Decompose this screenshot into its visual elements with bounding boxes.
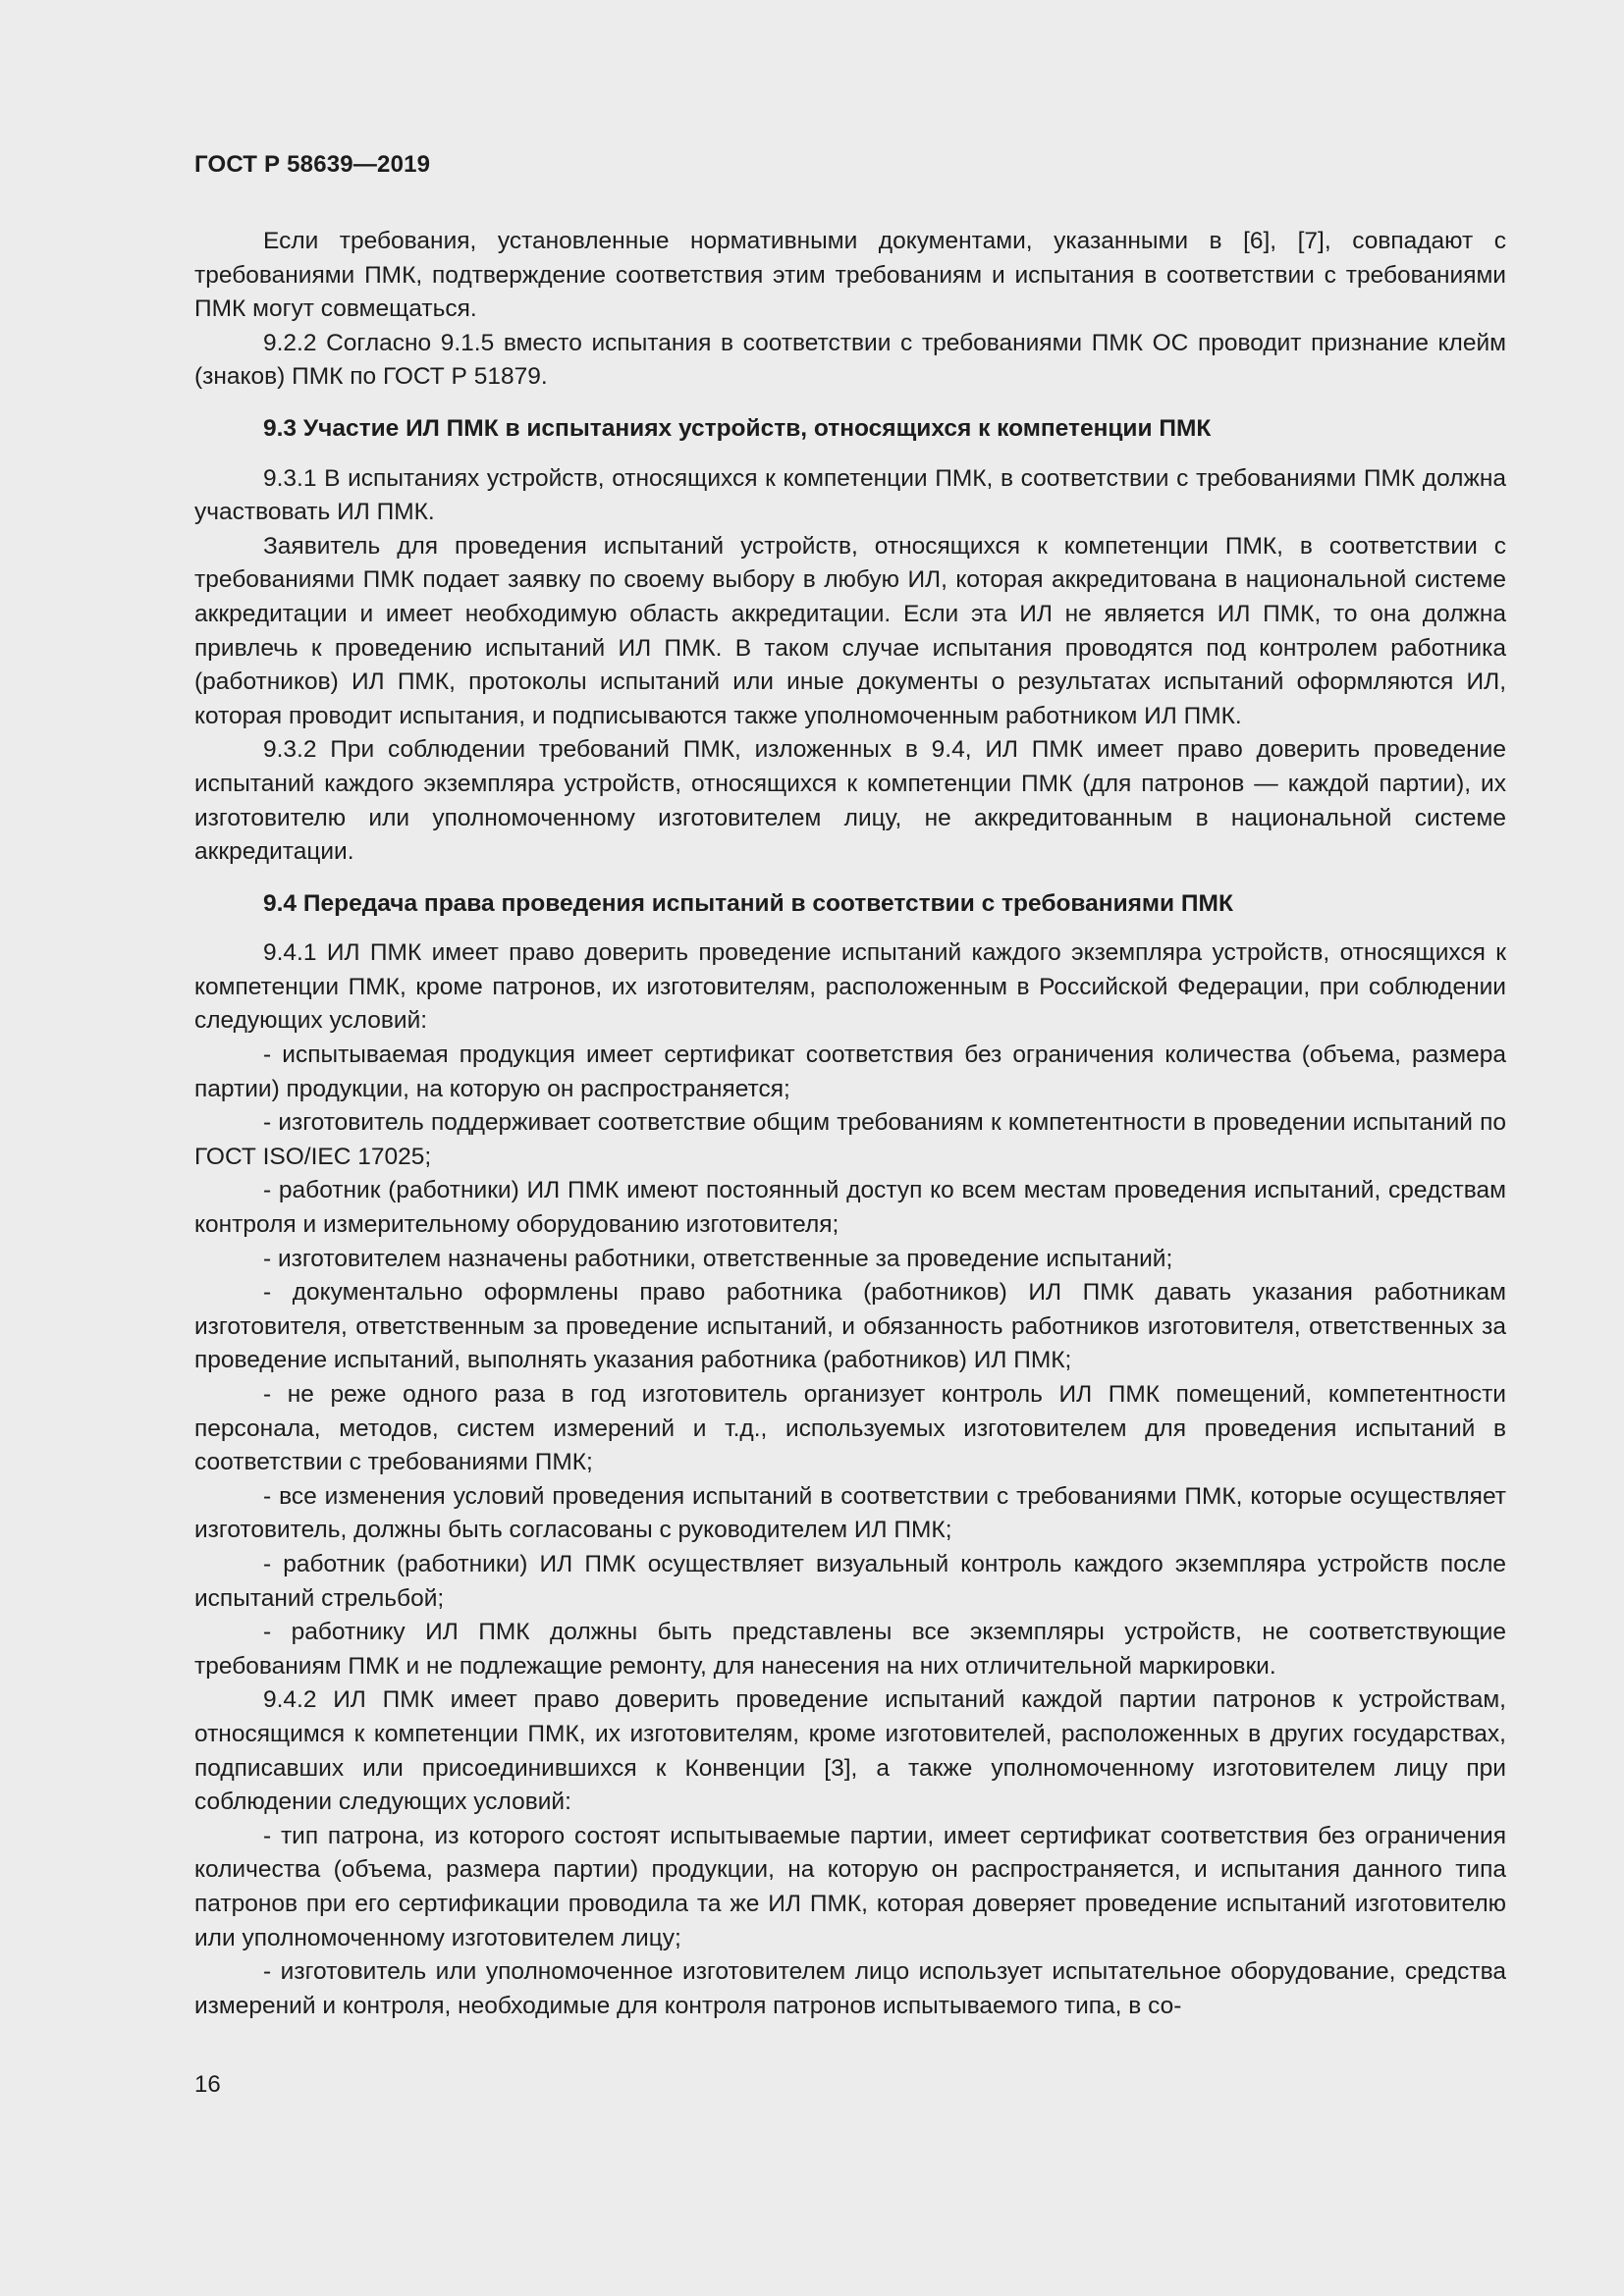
paragraph-9-4-1: 9.4.1 ИЛ ПМК имеет право доверить проведение испытаний каждого экземпляра устройств, относящихся к компетенции ПМК, кроме патронов, их изготовителям, расположенным в Российской Федерации, при соблюдении следующих условий: <box>194 939 1506 1035</box>
paragraph-9-3-2: 9.3.2 При соблюдении требований ПМК, изложенных в 9.4, ИЛ ПМК имеет право доверить проведение испытаний каждого экземпляра устройств, относящихся к компетенции ПМК (для патронов — каждой партии), их изготовителю или уполномоченному изготовителем лицу, не аккредитованным в национальной системе аккредитации. <box>194 736 1506 866</box>
list-item-9-4-1: - испытываемая продукция имеет сертификат соответствия без ограничения количества (объема, размера партии) продукции, на которую он распространяется; <box>194 1041 1506 1102</box>
paragraph-9-2-2: 9.2.2 Согласно 9.1.5 вместо испытания в соответствии с требованиями ПМК ОС проводит признание клейм (знаков) ПМК по ГОСТ Р 51879. <box>194 329 1506 391</box>
list-item-9-4-1: - работник (работники) ИЛ ПМК осуществляет визуальный контроль каждого экземпляра устройств после испытаний стрельбой; <box>194 1550 1506 1612</box>
list-item-9-4-1: - работнику ИЛ ПМК должны быть представлены все экземпляры устройств, не соответствующие требованиям ПМК и не подлежащие ремонту, для нанесения на них отличительной маркировки. <box>194 1619 1506 1680</box>
section-heading-9-4: 9.4 Передача права проведения испытаний в соответствии с требованиями ПМК <box>263 889 1233 917</box>
paragraph-applicant: Заявитель для проведения испытаний устройств, относящихся к компетенции ПМК, в соответствии с требованиями ПМК подает заявку по своему выбору в любую ИЛ, которая аккредитована в национальной системе аккредитации и имеет необходимую область аккредитации. Если эта ИЛ не является ИЛ ПМК, то она должна привлечь к проведению испытаний ИЛ ПМК. В таком случае испытания проводятся под контролем работника (работников) ИЛ ПМК, протоколы испытаний или иные документы о результатах испытаний оформляются ИЛ, которая проводит испытания, и подписываются также уполномоченным работником ИЛ ПМК. <box>194 532 1506 729</box>
section-heading-9-3: 9.3 Участие ИЛ ПМК в испытаниях устройств, относящихся к компетенции ПМК <box>263 414 1212 442</box>
paragraph-9-3-1: 9.3.1 В испытаниях устройств, относящихся к компетенции ПМК, в соответствии с требованиями ПМК должна участвовать ИЛ ПМК. <box>194 464 1506 526</box>
list-item-9-4-1: - работник (работники) ИЛ ПМК имеют постоянный доступ ко всем местам проведения испытаний, средствам контроля и измерительному оборудованию изготовителя; <box>194 1177 1506 1239</box>
paragraph-9-4-2: 9.4.2 ИЛ ПМК имеет право доверить проведение испытаний каждой партии патронов к устройствам, относящимся к компетенции ПМК, их изготовителям, кроме изготовителей, расположенных в других государствах, подписавших или присоединившихся к Конвенции [3], а также уполномоченному изготовителем лицу при соблюдении следующих условий: <box>194 1686 1506 1816</box>
paragraph-9-2-1-continuation: Если требования, установленные нормативными документами, указанными в [6], [7], совпадают с требованиями ПМК, подтверждение соответствия этим требованиям и испытания в соответствии с требованиями ПМК могут совмещаться. <box>194 228 1506 323</box>
list-item-9-4-1: - не реже одного раза в год изготовитель организует контроль ИЛ ПМК помещений, компетентности персонала, методов, систем измерений и т.д., используемых изготовителем для проведения испытаний в соответствии с требованиями ПМК; <box>194 1381 1506 1476</box>
list-item-9-4-1: - документально оформлены право работника (работников) ИЛ ПМК давать указания работникам изготовителя, ответственным за проведение испытаний, и обязанность работников изготовителя, ответственных за проведение испытаний, выполнять указания работника (работников) ИЛ ПМК; <box>194 1279 1506 1374</box>
list-item-9-4-1: - все изменения условий проведения испытаний в соответствии с требованиями ПМК, которые осуществляет изготовитель, должны быть согласованы с руководителем ИЛ ПМК; <box>194 1482 1506 1544</box>
list-item-9-4-2: - тип патрона, из которого состоят испытываемые партии, имеет сертификат соответствия без ограничения количества (объема, размера партии) продукции, на которую он распространяется, и испытания данного типа патронов при его сертификации проводила та же ИЛ ПМК, которая доверяет проведение испытаний изготовителю или уполномоченному изготовителем лицу; <box>194 1822 1506 1951</box>
page-number: 16 <box>194 2071 221 2098</box>
document-body <box>194 225 1506 2023</box>
list-item-9-4-1: - изготовитель поддерживает соответствие общим требованиям к компетентности в проведении испытаний по ГОСТ ISO/IEC 17025; <box>194 1109 1506 1170</box>
document-code-header: ГОСТ Р 58639—2019 <box>194 151 431 178</box>
list-item-9-4-2: - изготовитель или уполномоченное изготовителем лицо использует испытательное оборудование, средства измерений и контроля, необходимые для контроля патронов испытываемого типа, в со- <box>194 1958 1506 2019</box>
list-item-9-4-1: - изготовителем назначены работники, ответственные за проведение испытаний; <box>263 1245 1173 1272</box>
